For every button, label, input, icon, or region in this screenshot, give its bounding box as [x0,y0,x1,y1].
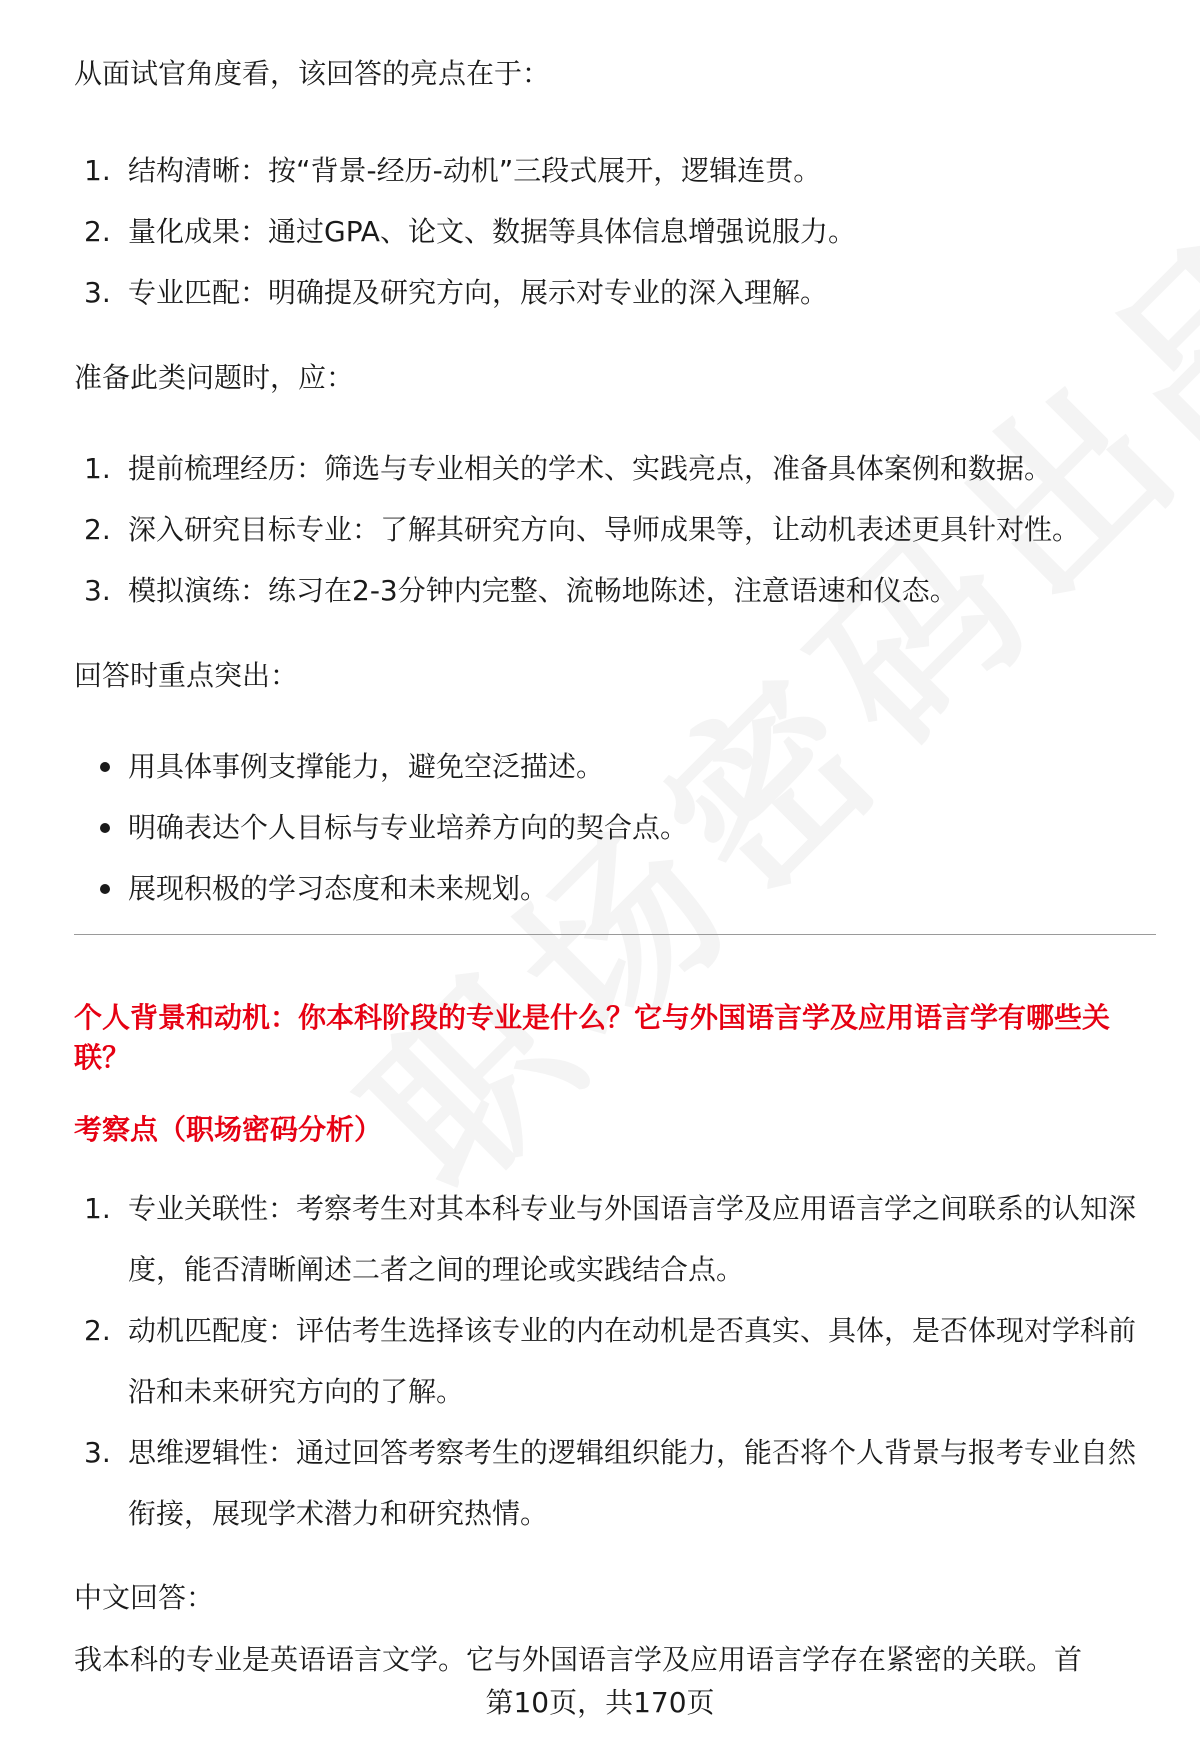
list-item-text: 动机匹配度：评估考生选择该专业的内在动机是否真实、具体，是否体现对学科前沿和未来研究方向的了解。 [128,1314,1137,1408]
highlights-list [74,140,1154,323]
list-item [74,499,1154,560]
list-number: 2. [84,1314,111,1347]
list-item-text: 深入研究目标专业：了解其研究方向、导师成果等，让动机表述更具针对性。 [128,513,1081,546]
analysis-title: 考察点（职场密码分析） [74,1113,383,1146]
list-item-text: 展现积极的学习态度和未来规划。 [128,872,549,905]
focus-list [74,736,1154,919]
list-number: 3. [84,574,111,607]
list-number: 2. [84,215,111,248]
bullet-icon [100,762,110,772]
list-item-text: 结构清晰：按“背景-经历-动机”三段式展开，逻辑连贯。 [128,154,822,187]
list-number: 3. [84,276,111,309]
list-number: 2. [84,513,111,546]
list-item [74,438,1154,499]
list-item [74,736,1154,797]
intro-focus: 回答时重点突出： [74,659,299,692]
page-number: 第10页，共170页 [485,1686,715,1719]
list-item [74,1422,1154,1544]
section-divider [74,934,1156,935]
analysis-list [74,1178,1154,1544]
list-item [74,560,1154,621]
bullet-icon [100,884,110,894]
list-item [74,797,1154,858]
list-number: 3. [84,1436,111,1469]
list-item-text: 模拟演练：练习在2-3分钟内完整、流畅地陈述，注意语速和仪态。 [128,574,958,607]
list-item [74,858,1154,919]
list-item [74,201,1154,262]
bullet-icon [100,823,110,833]
list-item-text: 明确表达个人目标与专业培养方向的契合点。 [128,811,689,844]
list-item [74,1178,1154,1300]
list-number: 1. [84,1192,111,1225]
list-item [74,1300,1154,1422]
list-item-text: 专业关联性：考察考生对其本科专业与外国语言学及应用语言学之间联系的认知深度，能否清晰阐述二者之间的理论或实践结合点。 [128,1192,1137,1286]
answer-text: 我本科的专业是英语语言文学。它与外国语言学及应用语言学存在紧密的关联。首 [74,1643,1083,1676]
list-item [74,140,1154,201]
list-item-text: 量化成果：通过GPA、论文、数据等具体信息增强说服力。 [128,215,856,248]
intro-prep: 准备此类问题时，应： [74,361,355,394]
list-item [74,262,1154,323]
question-heading: 个人背景和动机：你本科阶段的专业是什么？它与外国语言学及应用语言学有哪些关联？ [74,1001,1111,1074]
answer-label: 中文回答： [74,1581,215,1614]
list-number: 1. [84,452,111,485]
prep-list [74,438,1154,621]
list-item-text: 专业匹配：明确提及研究方向，展示对专业的深入理解。 [128,276,829,309]
intro-highlights: 从面试官角度看，该回答的亮点在于： [74,57,551,90]
list-item-text: 思维逻辑性：通过回答考察考生的逻辑组织能力，能否将个人背景与报考专业自然衔接，展现学术潜力和研究热情。 [128,1436,1137,1530]
list-item-text: 提前梳理经历：筛选与专业相关的学术、实践亮点，准备具体案例和数据。 [128,452,1053,485]
list-item-text: 用具体事例支撑能力，避免空泛描述。 [128,750,605,783]
list-number: 1. [84,154,111,187]
